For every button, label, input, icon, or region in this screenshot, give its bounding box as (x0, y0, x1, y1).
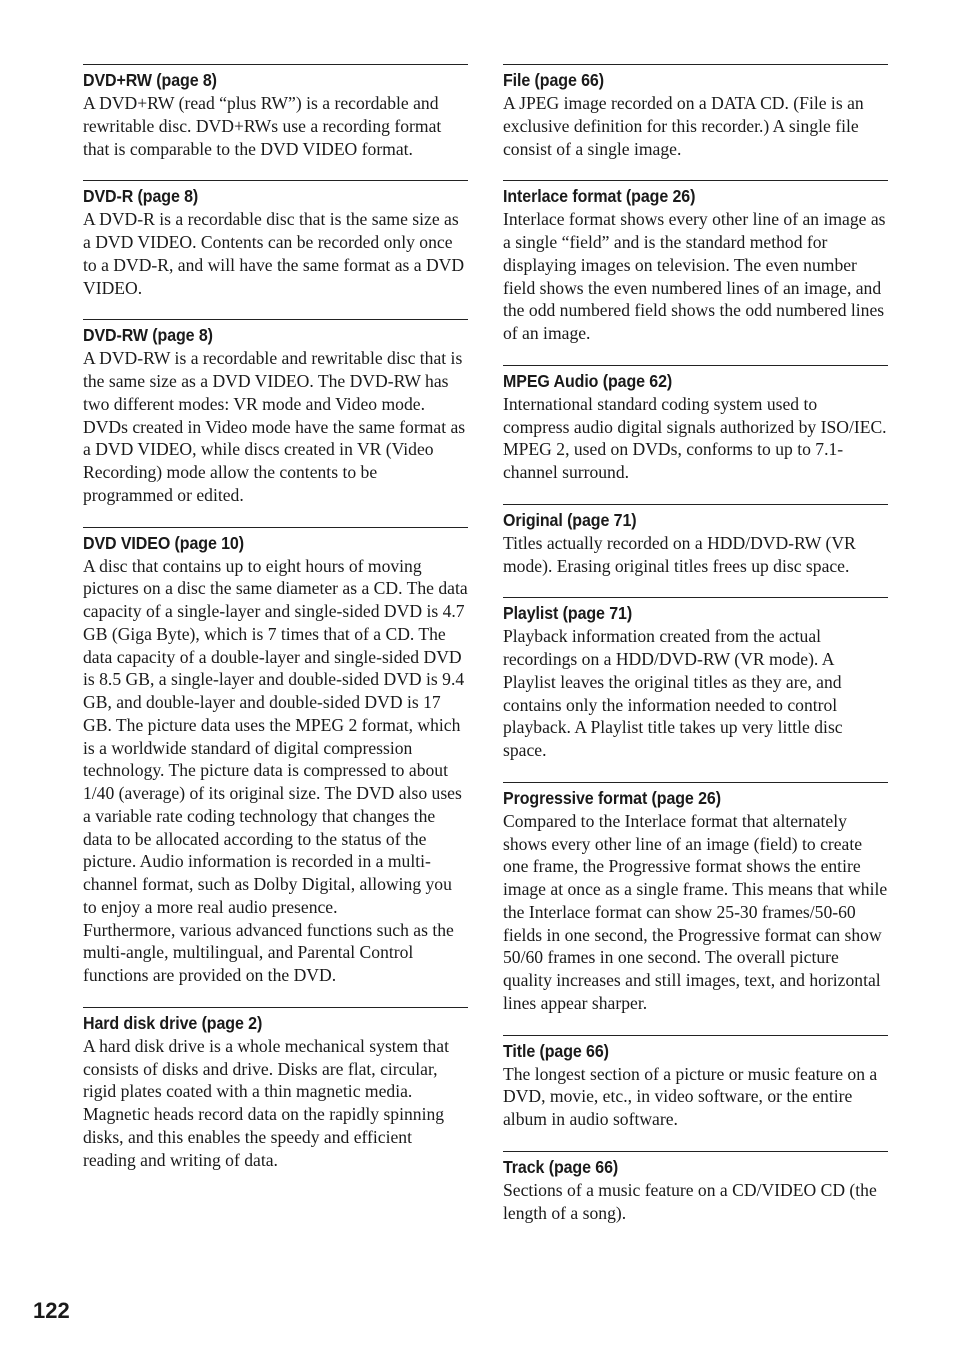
definition-paragraph: A DVD-R is a recordable disc that is the same size as a DVD VIDEO. Contents can be recorded only once to a DVD-R, and will have the same format as a DVD VIDEO. (83, 209, 465, 298)
definition-paragraph: A hard disk drive is a whole mechanical system that consists of disks and drive. Disks are flat, circular, rigid plates coated with a thin magnetic media. Magnetic heads record data on the rapidly spinning disks, and this enables the speedy and efficient reading and writing of data. (83, 1035, 449, 1170)
glossary-entry (83, 1007, 468, 1172)
definition-paragraph: The longest section of a picture or music feature on a DVD, movie, etc., in video software, or the entire album in audio software. (503, 1063, 878, 1129)
glossary-entry (83, 64, 468, 160)
entry-term: Interlace format (page 26) (503, 186, 696, 207)
entry-definition (83, 208, 468, 299)
entry-term: MPEG Audio (page 62) (503, 370, 673, 391)
glossary-entry (503, 365, 888, 484)
entry-definition (83, 555, 468, 987)
entry-term: Hard disk drive (page 2) (83, 1012, 263, 1033)
entry-term: Playlist (page 71) (503, 603, 633, 624)
definition-paragraph: A DVD+RW (read “plus RW”) is a recordable and rewritable disc. DVD+RWs use a recording format that is comparable to the DVD VIDEO format. (83, 93, 442, 159)
entry-definition (503, 532, 888, 578)
entry-term: DVD-R (page 8) (83, 186, 199, 207)
glossary-entry (503, 1151, 888, 1225)
definition-paragraph: International standard coding system used to compress audio digital signals authorized by ISO/IEC. MPEG 2, used on DVDs, conforms to up to 7.1-channel surround. (503, 393, 887, 482)
entry-definition (503, 393, 888, 484)
definition-paragraph: Compared to the Interlace format that alternately shows every other line of an image (field) to create one frame, the Progressive format shows the entire image at once as a single frame. This means that while the Interlace format can show 25-30 frames/50-60 fields in one second, the Progressive format can show 50/60 frames in one second. The overall picture quality increases and still images, text, and horizontal lines appear sharper. (503, 810, 888, 1013)
entry-definition (83, 1035, 468, 1172)
entry-term: Progressive format (page 26) (503, 787, 721, 808)
entry-term: DVD+RW (page 8) (83, 70, 217, 90)
entry-definition (503, 1063, 888, 1131)
entry-definition (503, 625, 888, 762)
entry-term: DVD VIDEO (page 10) (83, 532, 244, 553)
glossary-entry (503, 180, 888, 345)
entry-definition (503, 810, 888, 1015)
entry-definition (503, 208, 888, 345)
entry-term: File (page 66) (503, 70, 604, 90)
glossary-entry (503, 64, 888, 160)
definition-paragraph: Interlace format shows every other line of an image as a single “field” and is the standard method for displaying images on television. The even number field shows the even numbered lines of an image, and the odd numbered field shows the odd numbered lines of an image. (503, 209, 886, 343)
glossary-entry (83, 180, 468, 299)
definition-paragraph: A disc that contains up to eight hours of moving pictures on a disc the same diameter as a CD. The data capacity of a single-layer and single-sided DVD is 4.7 GB (Giga Byte), which is 7 times that of a CD. The data capacity of a double-layer and single-sided DVD is 8.5 GB, a single-layer and double-sided DVD is 9.4 GB, and double-layer and double-sided DVD is 17 GB. The picture data uses the MPEG 2 format, which is a worldwide standard of digital compression technology. The picture data is compressed to about 1/40 (average) of its original size. The DVD also uses a variable rate coding technology that changes the data to be allocated according to the status of the picture. Audio information is recorded in a multi-channel format, such as Dolby Digital, allowing you to enjoy a more real audio presence. (83, 555, 468, 917)
definition-paragraph: A JPEG image recorded on a DATA CD. (File is an exclusive definition for this recorder.) A single file consist of a single image. (503, 93, 864, 159)
definition-paragraph: A DVD-RW is a recordable and rewritable disc that is the same size as a DVD VIDEO. The DVD-RW has two different modes: VR mode and Video mode. DVDs created in Video mode have the same format as a DVD VIDEO, while discs created in VR (Video Recording) mode allow the contents to be programmed or edited. (83, 348, 466, 505)
definition-paragraph: Titles actually recorded on a HDD/DVD-RW (VR mode). Erasing original titles frees up disc space. (503, 532, 856, 576)
entry-term: DVD-RW (page 8) (83, 325, 213, 346)
entry-definition (503, 1179, 888, 1225)
entry-term: Title (page 66) (503, 1040, 609, 1061)
entry-term: Original (page 71) (503, 509, 637, 530)
glossary-entry (503, 504, 888, 578)
entry-definition (503, 92, 888, 160)
glossary-entry (83, 319, 468, 506)
page-number: 122 (33, 1298, 70, 1323)
definition-paragraph: Furthermore, various advanced functions such as the multi-angle, multilingual, and Parental Control functions are provided on the DVD. (83, 919, 454, 985)
glossary-entry (503, 1035, 888, 1131)
entry-term: Track (page 66) (503, 1156, 619, 1177)
definition-paragraph: Sections of a music feature on a CD/VIDEO CD (the length of a song). (503, 1179, 877, 1223)
entry-definition (83, 347, 468, 506)
glossary-right-column (503, 64, 888, 1224)
glossary-left-column (83, 64, 468, 1171)
glossary-entry (503, 597, 888, 762)
glossary-entry (503, 782, 888, 1015)
glossary-entry (83, 527, 468, 987)
entry-definition (83, 92, 468, 160)
definition-paragraph: Playback information created from the actual recordings on a HDD/DVD-RW (VR mode). A Playlist leaves the original titles as they are, and contains only the information needed to control playback. A Playlist title takes up very little disc space. (503, 626, 843, 760)
